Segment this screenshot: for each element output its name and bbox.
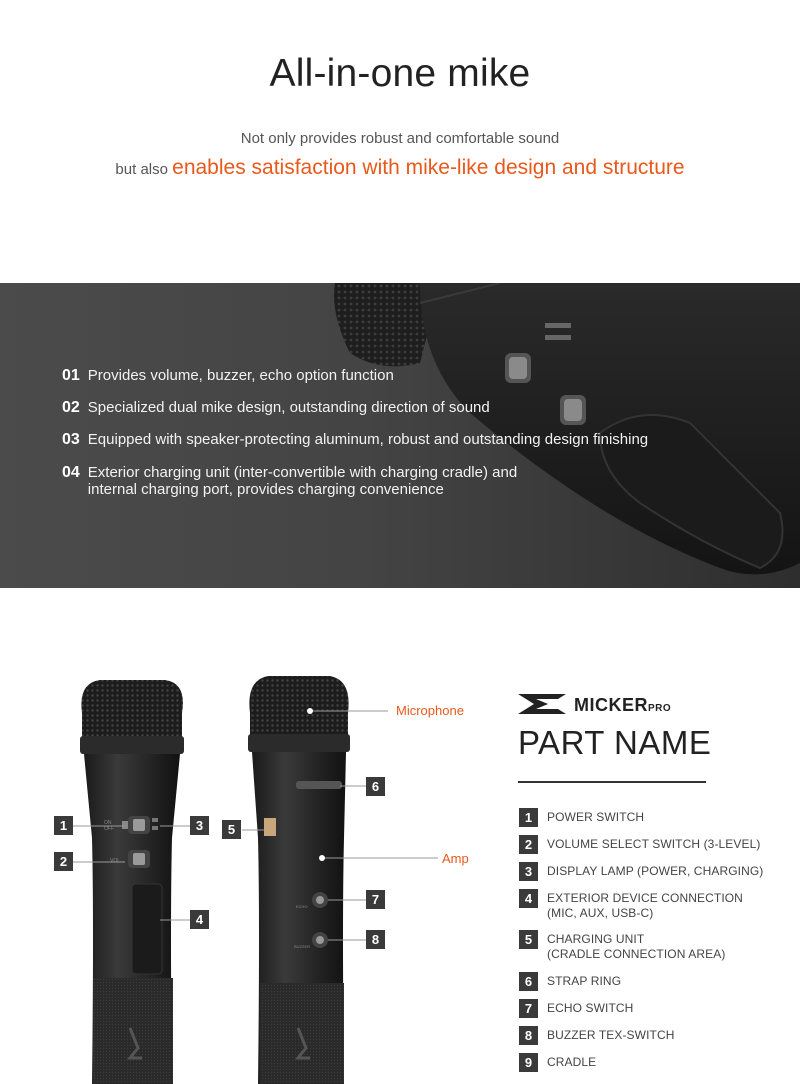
amp-callout: Amp [442, 851, 469, 866]
feature-text-line1: Exterior charging unit (inter-convertible with charging cradle) and [87, 464, 518, 481]
part-number: 3 [519, 862, 538, 881]
brand-name-suffix: PRO [648, 703, 672, 714]
callout-badge-1: 1 [54, 816, 73, 835]
feature-item-4 [62, 464, 517, 498]
feature-item-3 [62, 431, 648, 448]
part-label [547, 891, 743, 921]
micker-logo-icon [518, 694, 566, 714]
part-label [547, 932, 725, 962]
buzzer-label: BUZZER [294, 944, 310, 949]
hero-subtitle-line2 [0, 156, 800, 180]
part-label: STRAP RING [547, 974, 622, 988]
parts-section [0, 588, 800, 1084]
feature-text: Specialized dual mike design, outstanding direction of sound [87, 399, 490, 416]
brand-name [574, 695, 671, 716]
microphone-diagram-image [0, 588, 500, 1084]
callout-badge-5: 5 [222, 820, 241, 839]
hero-subtitle-line1: Not only provides robust and comfortable sound [240, 130, 560, 147]
feature-number: 02 [62, 399, 80, 416]
part-number: 2 [519, 835, 538, 854]
feature-number: 04 [62, 464, 80, 481]
off-label: OFF [104, 826, 114, 832]
callout-badge-6: 6 [366, 777, 385, 796]
feature-band [0, 283, 800, 588]
vol-label: VOL [110, 858, 121, 864]
callout-badge-7: 7 [366, 890, 385, 909]
part-label: CRADLE [547, 1055, 597, 1069]
echo-label: ECHO [296, 904, 308, 909]
hero-subtitle-prefix: but also [115, 161, 173, 178]
part-number: 8 [519, 1026, 538, 1045]
part-name-title: PART NAME [518, 724, 712, 761]
hero-subtitle-accent: enables satisfaction with mike-like design and structure [172, 156, 685, 179]
feature-text: Provides volume, buzzer, echo option function [87, 367, 394, 384]
part-label-line1: EXTERIOR DEVICE CONNECTION [547, 891, 743, 905]
part-number: 6 [519, 972, 538, 991]
feature-number: 03 [62, 431, 80, 448]
page-title: All-in-one mike [269, 52, 531, 95]
title-divider [518, 781, 706, 783]
feature-item-1 [62, 367, 394, 384]
microphone-callout: Microphone [396, 703, 464, 718]
part-label-line2: (MIC, AUX, USB-C) [547, 906, 654, 920]
part-number: 7 [519, 999, 538, 1018]
part-number: 1 [519, 808, 538, 827]
brand-logo [518, 692, 718, 716]
part-label: POWER SWITCH [547, 810, 645, 824]
hero-section [0, 0, 800, 283]
part-number: 4 [519, 889, 538, 908]
feature-number: 01 [62, 367, 80, 384]
part-number: 5 [519, 930, 538, 949]
callout-badge-4: 4 [190, 910, 209, 929]
callout-badge-8: 8 [366, 930, 385, 949]
brand-name-main: MICKER [574, 695, 648, 715]
feature-text: Equipped with speaker-protecting aluminum, robust and outstanding design finishing [87, 431, 649, 448]
part-label: BUZZER TEX-SWITCH [547, 1028, 675, 1042]
feature-item-2 [62, 399, 490, 416]
feature-text [88, 464, 517, 498]
callout-badge-2: 2 [54, 852, 73, 871]
part-label: VOLUME SELECT SWITCH (3-LEVEL) [547, 837, 761, 851]
on-label: ON [104, 820, 112, 826]
part-label: ECHO SWITCH [547, 1001, 634, 1015]
part-number: 9 [519, 1053, 538, 1072]
callout-badge-3: 3 [190, 816, 209, 835]
part-label: DISPLAY LAMP (POWER, CHARGING) [547, 864, 764, 878]
part-label-line1: CHARGING UNIT [547, 932, 645, 946]
feature-text-line2: internal charging port, provides charging convenience [87, 481, 444, 498]
part-label-line2: (CRADLE CONNECTION AREA) [547, 947, 726, 961]
